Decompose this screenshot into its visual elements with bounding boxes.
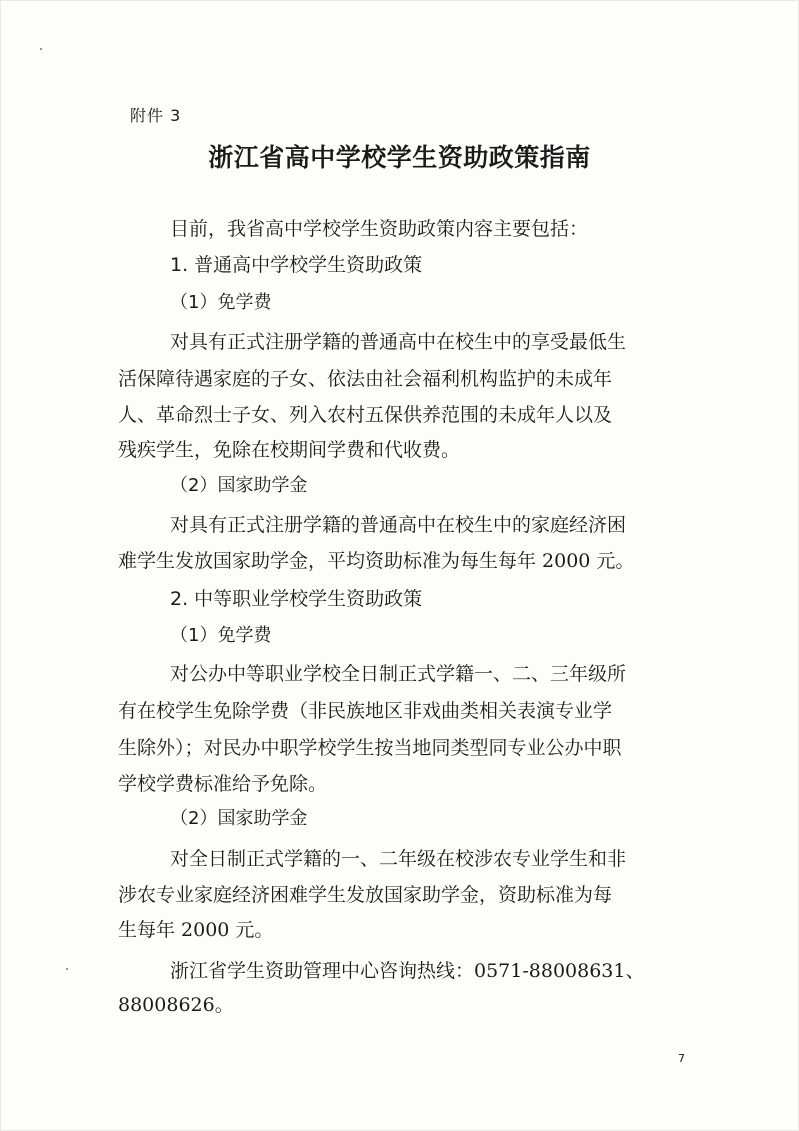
section-1-item-2-line: 难学生发放国家助学金，平均资助标准为每生每年 2000 元。: [118, 550, 635, 572]
section-1-heading: 1. 普通高中学校学生资助政策: [170, 254, 423, 276]
hotline-line: 88008626。: [118, 994, 234, 1016]
intro-paragraph: 目前，我省高中学校学生资助政策内容主要包括：: [170, 218, 589, 240]
section-2-item-1-line: 生除外）；对民办中职学校学生按当地同类型同专业公办中职: [118, 737, 622, 759]
document-title: 浙江省高中学校学生资助政策指南: [208, 143, 591, 172]
section-2-item-2-line: 涉农专业家庭经济困难学生发放国家助学金，资助标准为每: [118, 884, 613, 906]
scan-speck: [40, 48, 42, 50]
section-1-item-1-line: 对具有正式注册学籍的普通高中在校生中的享受最低生: [170, 331, 627, 353]
section-2-item-2-line: 对全日制正式学籍的一、二年级在校涉农专业学生和非: [170, 848, 627, 870]
section-2-item-1-line: 对公办中等职业学校全日制正式学籍一、二、三年级所: [170, 663, 627, 685]
section-2-item-2-subheading: （2）国家助学金: [170, 808, 308, 829]
section-1-item-2-subheading: （2）国家助学金: [170, 475, 308, 496]
section-2-item-1-line: 有在校学生免除学费（非民族地区非戏曲类相关表演专业学: [118, 700, 613, 722]
hotline-line: 浙江省学生资助管理中心咨询热线：0571-88008631、: [170, 960, 645, 982]
attachment-label: 附件 3: [130, 106, 182, 125]
section-1-item-1-line: 活保障待遇家庭的子女、依法由社会福利机构监护的未成年: [118, 368, 613, 390]
scan-speck: [66, 968, 68, 970]
page-number: 7: [678, 1052, 685, 1065]
section-1-item-2-line: 对具有正式注册学籍的普通高中在校生中的家庭经济困: [170, 514, 627, 536]
section-2-item-2-line: 生每年 2000 元。: [118, 919, 274, 941]
section-1-item-1-line: 残疾学生，免除在校期间学费和代收费。: [118, 439, 461, 461]
section-1-item-1-line: 人、革命烈士子女、列入农村五保供养范围的未成年人以及: [118, 404, 613, 426]
section-2-heading: 2. 中等职业学校学生资助政策: [170, 588, 423, 610]
section-2-item-1-line: 学校学费标准给予免除。: [118, 773, 328, 795]
section-1-item-1-subheading: （1）免学费: [170, 292, 272, 313]
section-2-item-1-subheading: （1）免学费: [170, 625, 272, 646]
